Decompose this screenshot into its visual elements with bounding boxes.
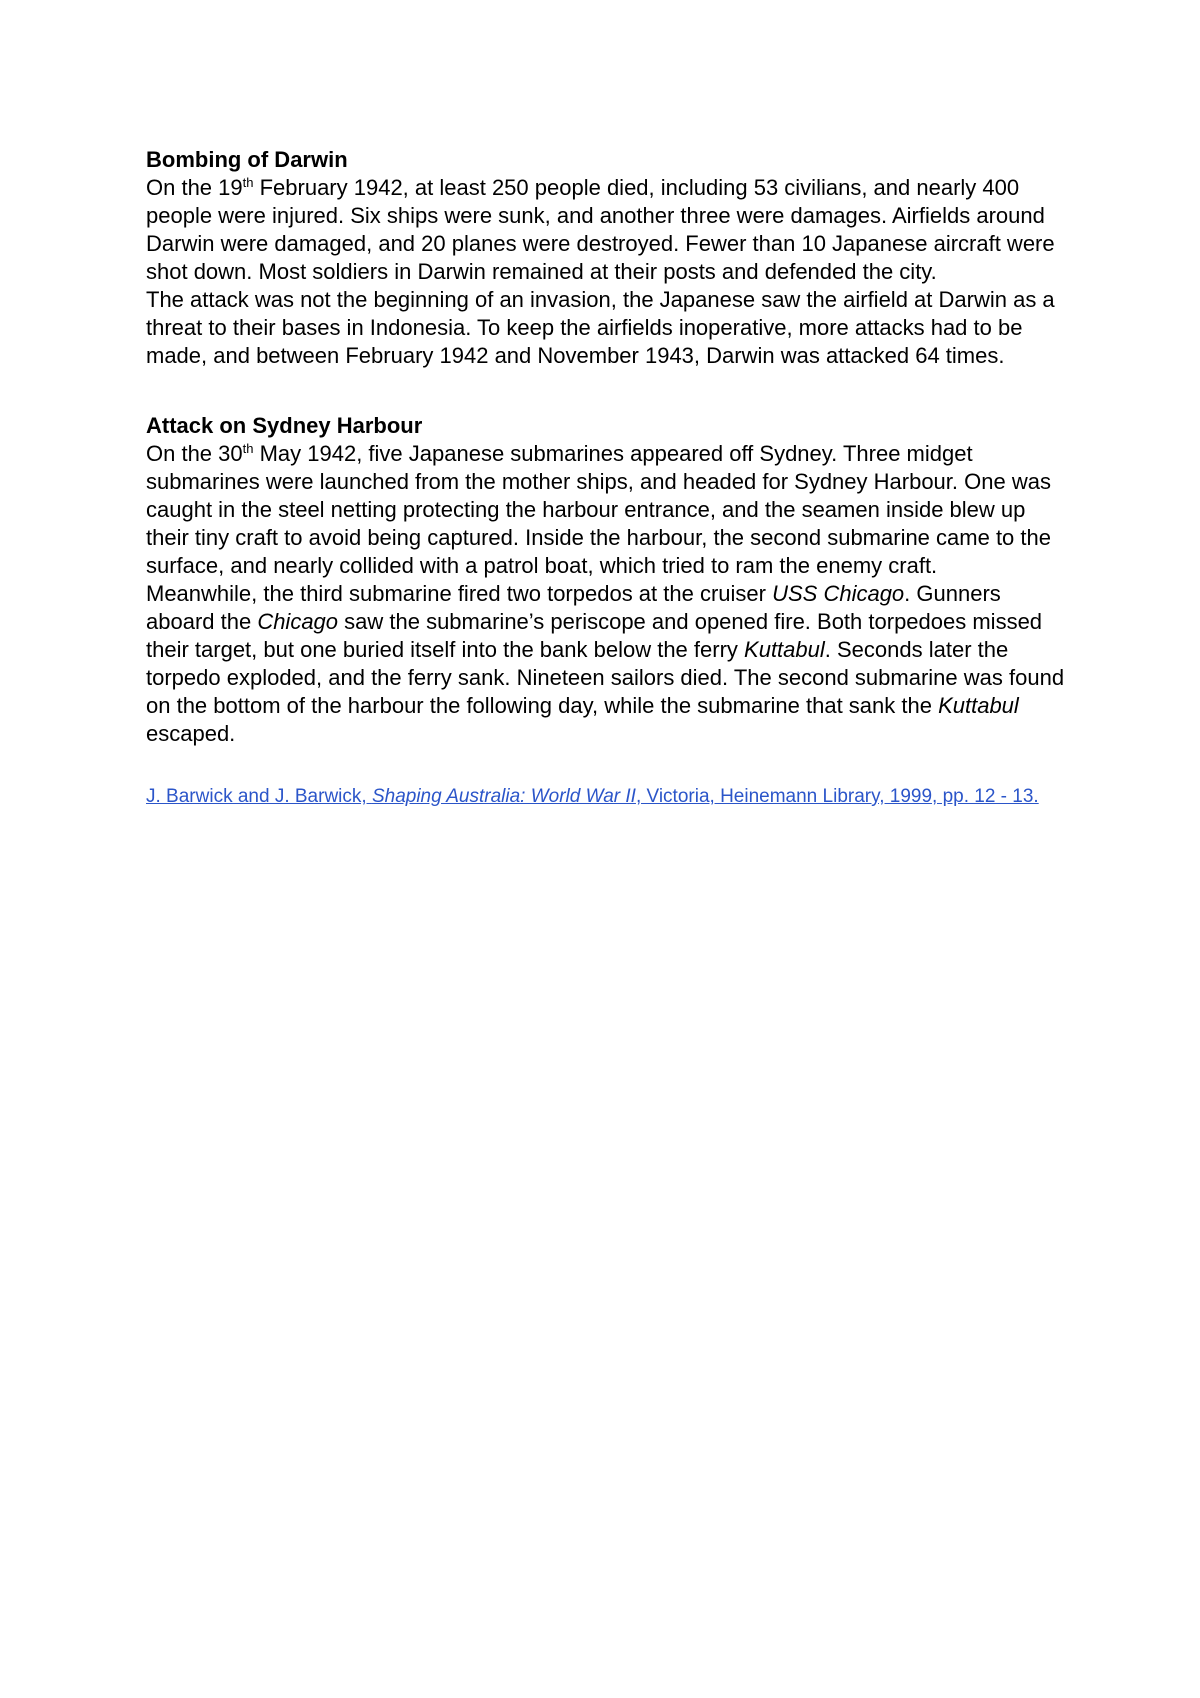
- citation-link[interactable]: [146, 784, 1066, 809]
- ferry-name: Kuttabul: [938, 693, 1019, 718]
- document-page: [146, 146, 1066, 809]
- paragraph-text: On the 30: [146, 441, 243, 466]
- ferry-name: Kuttabul: [744, 637, 825, 662]
- paragraph-text: . Seconds later the torpedo exploded, and the ferry sank. Nineteen sailors died. The second submarine was found on the bottom of the harbour the following day, while the submarine that sank the: [146, 637, 1065, 718]
- paragraph-text: saw the submarine’s periscope and opened fire. Both torpedoes missed their target, but one buried itself into the bank below the ferry: [146, 609, 1043, 662]
- citation-text: J. Barwick and J. Barwick,: [146, 786, 372, 807]
- paragraph: The attack was not the beginning of an invasion, the Japanese saw the airfield at Darwin as a threat to their bases in Indonesia. To keep the airfields inoperative, more attacks had to be made, and between February 1942 and November 1943, Darwin was attacked 64 times.: [146, 287, 1055, 368]
- section-bombing-of-darwin: [146, 146, 1066, 370]
- citation-text: , Victoria, Heinemann Library, 1999, pp. 12 - 13.: [635, 786, 1039, 807]
- paragraph: [146, 174, 1066, 286]
- ship-name: Chicago: [257, 609, 339, 634]
- paragraph-text: February 1942, at least 250 people died, including 53 civilians, and nearly 400 people were injured. Six ships were sunk, and another three were damages. Airfields around Darwin were damaged, and 20 planes were destroyed. Fewer than 10 Japanese aircraft were shot down. Most soldiers in Darwin remained at their posts and defended the city.: [146, 175, 1055, 284]
- section-attack-on-sydney-harbour: [146, 412, 1066, 748]
- ship-name: USS Chicago: [772, 581, 905, 606]
- section-title: Attack on Sydney Harbour: [146, 413, 423, 438]
- ordinal-suffix: th: [242, 175, 254, 190]
- paragraph: [146, 440, 1066, 580]
- section-spacer: [146, 370, 1066, 412]
- paragraph: [146, 580, 1066, 748]
- ordinal-suffix: th: [242, 441, 254, 456]
- paragraph-text: . Gunners aboard the: [146, 581, 1001, 634]
- paragraph-text: Meanwhile, the third submarine fired two torpedos at the cruiser: [146, 581, 773, 606]
- paragraph-text: May 1942, five Japanese submarines appeared off Sydney. Three midget submarines were launched from the mother ships, and headed for Sydney Harbour. One was caught in the steel netting protecting the harbour entrance, and the seamen inside blew up their tiny craft to avoid being captured. Inside the harbour, the second submarine came to the surface, and nearly collided with a patrol boat, which tried to ram the enemy craft.: [146, 441, 1051, 578]
- section-title: Bombing of Darwin: [146, 147, 348, 172]
- citation-book-title: Shaping Australia: World War II: [371, 786, 636, 807]
- paragraph-text: On the 19: [146, 175, 243, 200]
- paragraph-text: escaped.: [146, 721, 236, 746]
